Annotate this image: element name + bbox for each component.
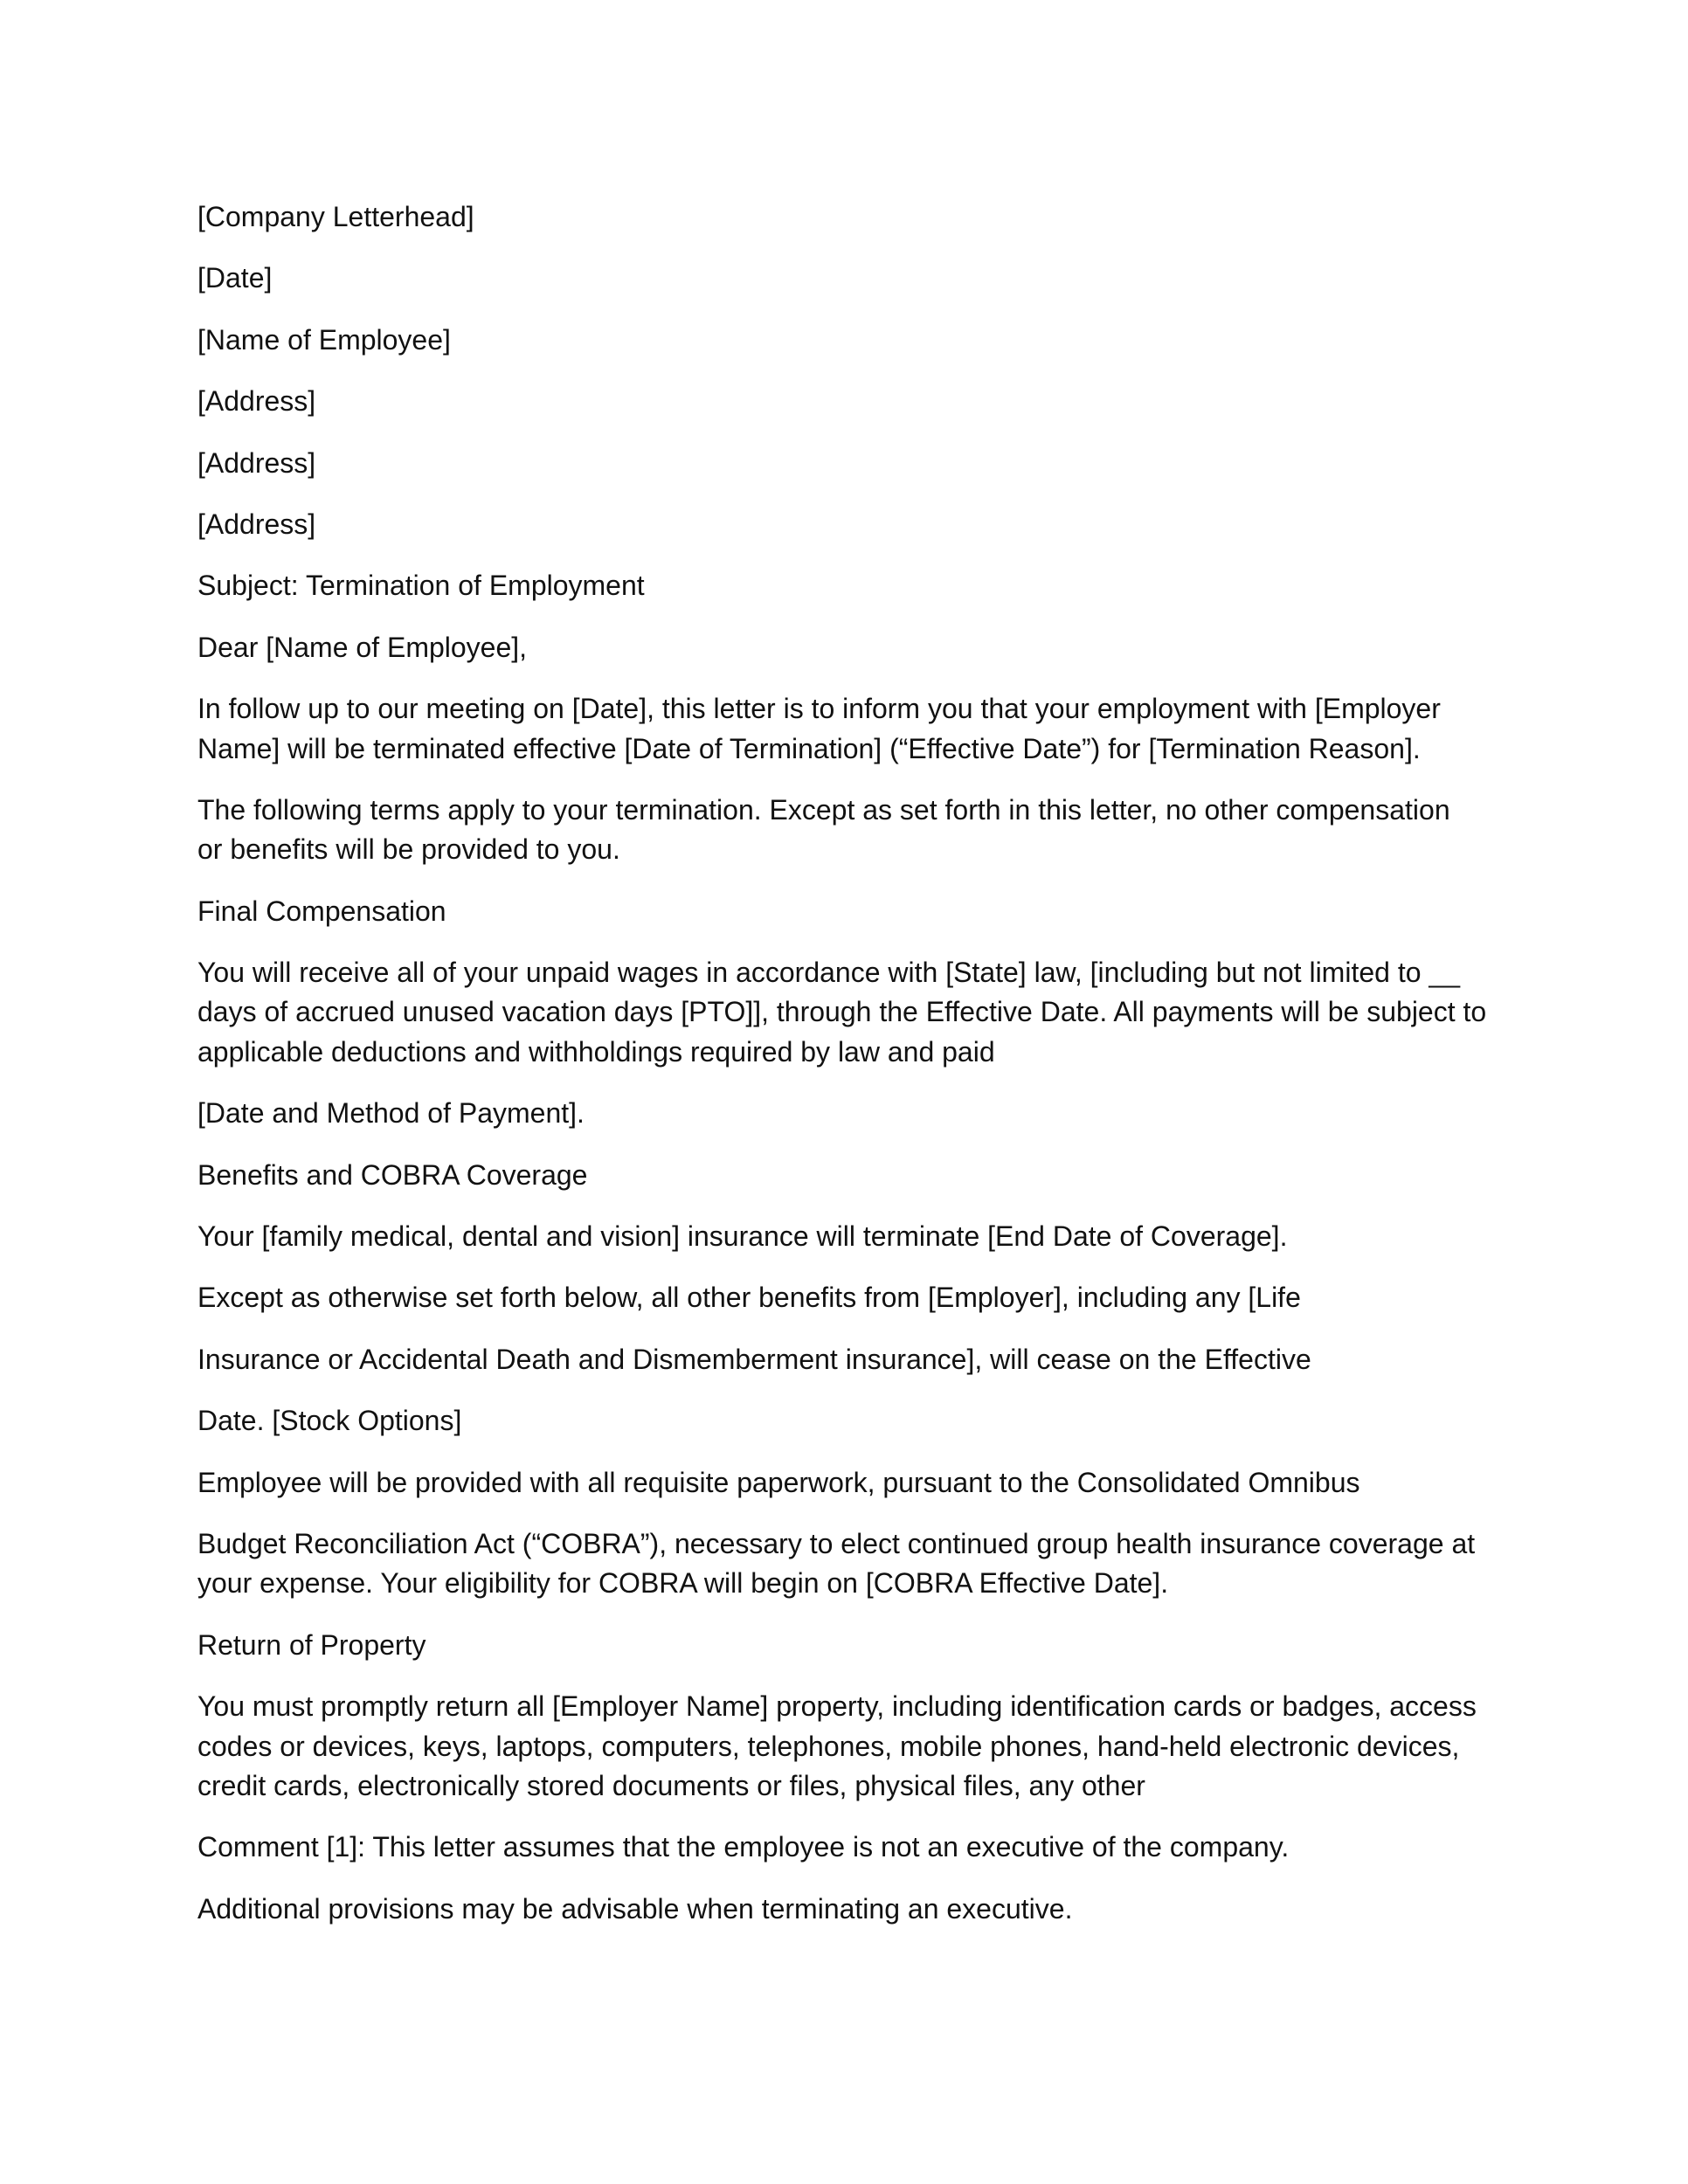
paragraph: [197, 444, 1508, 483]
text-line: Insurance or Accidental Death and Dismemberment insurance], will cease on the Effective: [197, 1343, 1311, 1375]
text-line: Dear [Name of Employee],: [197, 631, 528, 663]
text-line: [Date]: [197, 262, 273, 294]
paragraph: [197, 1217, 1508, 1256]
paragraph: [197, 1687, 1508, 1806]
text-line: Name] will be terminated effective [Date of Termination] (“Effective Date”) for [Termination Reason].: [197, 732, 1421, 764]
text-line: days of accrued unused vacation days [PTO]], through the Effective Date. All payments will be subject to: [197, 996, 1487, 1028]
paragraph: [197, 1828, 1508, 1867]
text-line: codes or devices, keys, laptops, computers, telephones, mobile phones, hand-held electronic devices,: [197, 1730, 1460, 1762]
text-line: Date. [Stock Options]: [197, 1405, 462, 1437]
paragraph: [197, 689, 1508, 769]
paragraph: [197, 1463, 1508, 1503]
letter-body: [197, 197, 1508, 1951]
text-line: You must promptly return all [Employer Name] property, including identification cards or badges, access: [197, 1690, 1477, 1723]
text-line: You will receive all of your unpaid wages in accordance with [State] law, [including but not limited to __: [197, 957, 1460, 989]
text-line: Except as otherwise set forth below, all other benefits from [Employer], including any [Life: [197, 1282, 1301, 1314]
text-line: your expense. Your eligibility for COBRA will begin on [COBRA Effective Date].: [197, 1567, 1169, 1600]
text-line: [Address]: [197, 446, 316, 479]
paragraph: [197, 791, 1508, 870]
paragraph: [197, 1340, 1508, 1379]
text-line: or benefits will be provided to you.: [197, 833, 620, 866]
paragraph: [197, 197, 1508, 237]
paragraph: [197, 1890, 1508, 1929]
text-line: [Address]: [197, 385, 316, 418]
text-line: The following terms apply to your termination. Except as set forth in this letter, no other compensation: [197, 793, 1450, 826]
paragraph: [197, 1626, 1508, 1665]
text-line: Subject: Termination of Employment: [197, 570, 645, 602]
paragraph: [197, 505, 1508, 544]
text-line: Benefits and COBRA Coverage: [197, 1158, 588, 1191]
text-line: [Address]: [197, 508, 316, 540]
paragraph: [197, 892, 1508, 931]
text-line: Employee will be provided with all requisite paperwork, pursuant to the Consolidated Omnibus: [197, 1466, 1360, 1498]
paragraph: [197, 382, 1508, 421]
paragraph: [197, 321, 1508, 360]
text-line: Additional provisions may be advisable when terminating an executive.: [197, 1892, 1073, 1925]
text-line: [Date and Method of Payment].: [197, 1097, 585, 1130]
paragraph: [197, 953, 1508, 1072]
text-line: [Company Letterhead]: [197, 201, 474, 232]
paragraph: [197, 1094, 1508, 1133]
paragraph: [197, 566, 1508, 605]
paragraph: [197, 259, 1508, 298]
text-line: [Name of Employee]: [197, 323, 451, 356]
paragraph: [197, 1278, 1508, 1317]
paragraph: [197, 1401, 1508, 1441]
text-line: Final Compensation: [197, 895, 446, 927]
text-line: Return of Property: [197, 1628, 426, 1661]
text-line: credit cards, electronically stored documents or files, physical files, any other: [197, 1769, 1145, 1801]
text-line: applicable deductions and withholdings required by law and paid: [197, 1035, 995, 1068]
text-line: Comment [1]: This letter assumes that the employee is not an executive of the company.: [197, 1831, 1290, 1863]
paragraph: [197, 1156, 1508, 1195]
text-line: Budget Reconciliation Act (“COBRA”), necessary to elect continued group health insurance coverage at: [197, 1527, 1476, 1559]
paragraph: [197, 628, 1508, 667]
text-line: Your [family medical, dental and vision] insurance will terminate [End Date of Coverage].: [197, 1220, 1288, 1253]
text-line: In follow up to our meeting on [Date], this letter is to inform you that your employment with [Employer: [197, 693, 1441, 725]
paragraph: [197, 1524, 1508, 1604]
